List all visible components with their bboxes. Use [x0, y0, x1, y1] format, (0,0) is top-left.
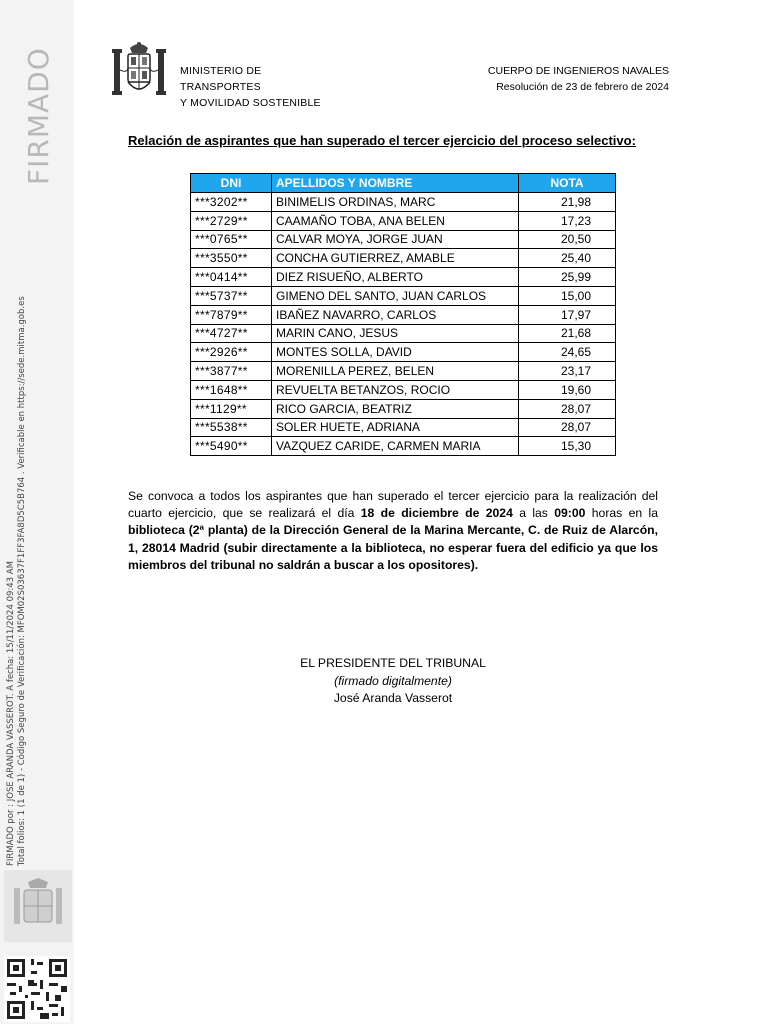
name-cell: REVUELTA BETANZOS, ROCIO: [272, 380, 519, 399]
column-header-name: APELLIDOS Y NOMBRE: [272, 174, 519, 193]
name-cell: RICO GARCIA, BEATRIZ: [272, 399, 519, 418]
dni-cell: ***7879**: [191, 305, 272, 324]
table-row: [191, 380, 616, 399]
nota-cell: 21,68: [519, 324, 616, 343]
column-header-nota: NOTA: [519, 174, 616, 193]
paragraph-text: horas en la: [585, 506, 658, 521]
spain-coat-of-arms-icon: [108, 40, 170, 104]
table-row: [191, 286, 616, 305]
table-body: [191, 193, 616, 456]
signature-stamp-strip: [0, 0, 74, 1024]
nota-cell: 15,30: [519, 437, 616, 456]
ministry-name: [180, 63, 321, 111]
ministry-line: Y MOVILIDAD SOSTENIBLE: [180, 97, 321, 109]
table-row: [191, 362, 616, 381]
dni-cell: ***3877**: [191, 362, 272, 381]
table-row: [191, 230, 616, 249]
page-title: Relación de aspirantes que han superado el tercer ejercicio del proceso selectivo:: [128, 133, 636, 148]
nota-cell: 17,23: [519, 211, 616, 230]
ministry-line: TRANSPORTES: [180, 81, 261, 93]
dni-cell: ***2926**: [191, 343, 272, 362]
firmado-watermark: FIRMADO: [22, 47, 55, 185]
name-cell: MONTES SOLLA, DAVID: [272, 343, 519, 362]
table-row: [191, 437, 616, 456]
name-cell: BINIMELIS ORDINAS, MARC: [272, 193, 519, 212]
corp-header: [488, 63, 669, 95]
table-row: [191, 268, 616, 287]
signer-name: José Aranda Vasserot: [333, 691, 453, 705]
nota-cell: 20,50: [519, 230, 616, 249]
name-cell: CAAMAÑO TOBA, ANA BELEN: [272, 211, 519, 230]
name-cell: IBAÑEZ NAVARRO, CARLOS: [272, 305, 519, 324]
exam-time: 09:00: [554, 506, 586, 521]
results-table: [190, 173, 616, 456]
nota-cell: 15,00: [519, 286, 616, 305]
dni-cell: ***4727**: [191, 324, 272, 343]
name-cell: DIEZ RISUEÑO, ALBERTO: [272, 268, 519, 287]
table-row: [191, 343, 616, 362]
nota-cell: 24,65: [519, 343, 616, 362]
table-row: [191, 399, 616, 418]
nota-cell: 21,98: [519, 193, 616, 212]
dni-cell: ***1129**: [191, 399, 272, 418]
dni-cell: ***5490**: [191, 437, 272, 456]
ministry-line: MINISTERIO DE: [180, 65, 262, 77]
dni-cell: ***0414**: [191, 268, 272, 287]
nota-cell: 17,97: [519, 305, 616, 324]
dni-cell: ***0765**: [191, 230, 272, 249]
dni-cell: ***1648**: [191, 380, 272, 399]
name-cell: MORENILLA PEREZ, BELEN: [272, 362, 519, 381]
convocation-paragraph: [128, 488, 658, 574]
dni-cell: ***5538**: [191, 418, 272, 437]
nota-cell: 25,40: [519, 249, 616, 268]
nota-cell: 28,07: [519, 418, 616, 437]
table-row: [191, 324, 616, 343]
column-header-dni: DNI: [191, 174, 272, 193]
table-row: [191, 211, 616, 230]
nota-cell: 23,17: [519, 362, 616, 381]
exam-date: 18 de diciembre de 2024: [360, 506, 513, 521]
signature-stamp-line-1: FIRMADO por : JOSE ARANDA VASSEROT. A fecha: 15/11/2024 09:43 AM: [6, 561, 16, 866]
name-cell: CONCHA GUTIERREZ, AMABLE: [272, 249, 519, 268]
nota-cell: 28,07: [519, 399, 616, 418]
nota-cell: 25,99: [519, 268, 616, 287]
name-cell: MARIN CANO, JESUS: [272, 324, 519, 343]
signature-block: [278, 655, 508, 708]
dni-cell: ***2729**: [191, 211, 272, 230]
dni-cell: ***5737**: [191, 286, 272, 305]
name-cell: CALVAR MOYA, JORGE JUAN: [272, 230, 519, 249]
name-cell: GIMENO DEL SANTO, JUAN CARLOS: [272, 286, 519, 305]
signature-stamp-line-2: Total folios: 1 (1 de 1) - Código Seguro de Verificación: MFOM02S03637F1FF3FA8D5C5B764 . Verificable en https://sede.mitma.gob.es: [17, 296, 27, 866]
dni-cell: ***3550**: [191, 249, 272, 268]
table-row: [191, 193, 616, 212]
table-header-row: [191, 174, 616, 193]
signer-role: EL PRESIDENTE DEL TRIBUNAL: [300, 656, 486, 670]
nota-cell: 19,60: [519, 380, 616, 399]
paragraph-text: a las: [512, 506, 555, 521]
name-cell: SOLER HUETE, ADRIANA: [272, 418, 519, 437]
signature-note: (firmado digitalmente): [334, 673, 452, 688]
resolution-date: Resolución de 23 de febrero de 2024: [496, 81, 669, 93]
table-row: [191, 249, 616, 268]
exam-location: biblioteca (2ª planta) de la Dirección General de la Marina Mercante, C. de Ruiz de Alarcón, 1, 28014 Madrid (subir directamente a la biblioteca, no esperar fuera del edificio ya que los miembros del tribunal no saldrán a buscar a los opositores).: [128, 523, 658, 572]
table-row: [191, 418, 616, 437]
table-row: [191, 305, 616, 324]
qr-code-icon: [4, 956, 70, 1022]
name-cell: VAZQUEZ CARIDE, CARMEN MARIA: [272, 437, 519, 456]
corp-title: CUERPO DE INGENIEROS NAVALES: [487, 65, 669, 77]
paragraph-text: Se convoca a todos los aspirantes que han superado el tercer ejercicio para la realización del cuarto ejercicio, que se realizará el día: [128, 489, 658, 521]
strip-coat-of-arms-icon: [4, 870, 72, 942]
dni-cell: ***3202**: [191, 193, 272, 212]
